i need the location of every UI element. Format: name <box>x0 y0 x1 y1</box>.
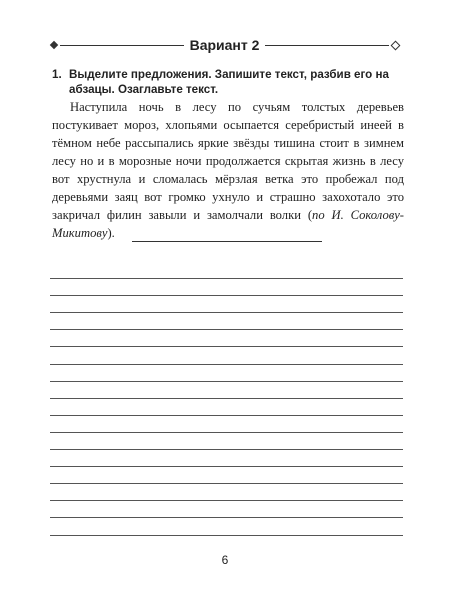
header-rule-left <box>60 45 184 46</box>
task-instruction <box>52 67 404 97</box>
passage-closing: ). <box>107 226 115 240</box>
task-text: Выделите предложения. Запишите текст, разбив его на абзацы. Озаглавьте текст. <box>69 68 389 96</box>
passage-text <box>52 98 404 242</box>
variant-title: Вариант 2 <box>189 37 260 53</box>
writing-line[interactable] <box>50 433 403 450</box>
passage-body: Наступила ночь в лесу по сучьям толстых деревьев постукивает мороз, хлопьями осыпается серебристый инеей в тёмном небе рассыпались яркие звёзды тишина стоит в зимнем лесу но и в морозные ночи продолжается скрытая жизнь в лесу вот хрустнула и сломалась мёрзлая ветка это пробежал под деревьями заяц вот громко ухнуло и страшно захохотало это закричал филин завыли и замолчали волки ( <box>52 100 404 222</box>
writing-line[interactable] <box>50 347 403 364</box>
passage-source: по И. Соколову-Микитову <box>52 208 404 240</box>
writing-line[interactable] <box>50 313 403 330</box>
page-number: 6 <box>221 553 229 567</box>
writing-line[interactable] <box>50 467 403 484</box>
writing-lines[interactable] <box>50 262 403 536</box>
writing-line[interactable] <box>50 365 403 382</box>
task-number: 1. <box>52 68 62 81</box>
variant-header <box>48 36 402 54</box>
writing-line[interactable] <box>50 501 403 518</box>
writing-line[interactable] <box>50 262 403 279</box>
writing-line[interactable] <box>50 399 403 416</box>
writing-line[interactable] <box>50 518 403 535</box>
writing-line[interactable] <box>50 330 403 347</box>
writing-line[interactable] <box>50 296 403 313</box>
diamond-ornament-icon <box>391 40 401 50</box>
writing-line[interactable] <box>50 450 403 467</box>
writing-line[interactable] <box>50 382 403 399</box>
writing-line[interactable] <box>50 484 403 501</box>
diamond-ornament-icon <box>50 41 58 49</box>
header-rule-right <box>265 45 389 46</box>
writing-line[interactable] <box>50 416 403 433</box>
writing-line[interactable] <box>50 279 403 296</box>
title-answer-line[interactable] <box>132 241 322 242</box>
